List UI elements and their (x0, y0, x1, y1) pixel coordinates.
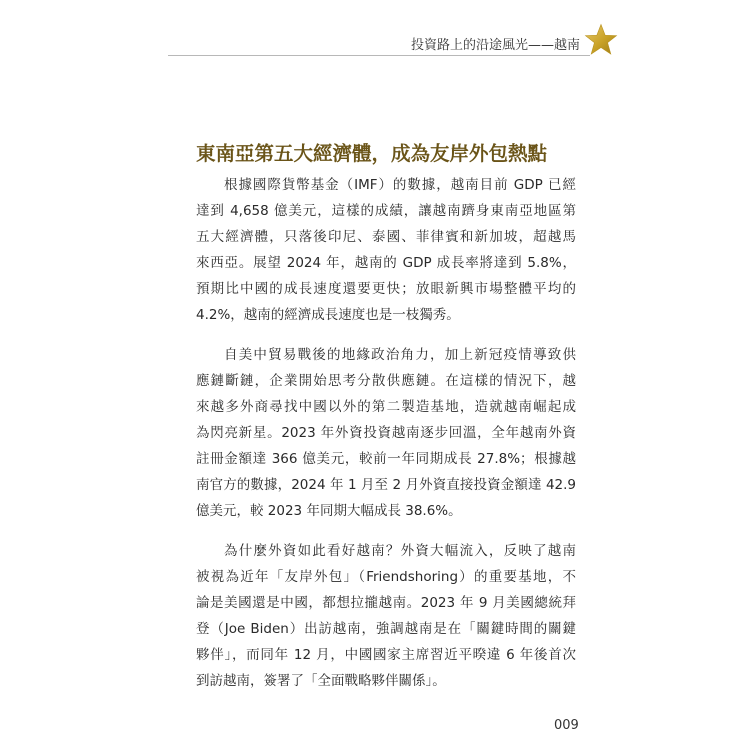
text-line: 為閃亮新星。2023 年外資投資越南逐步回溫，全年越南外資 (196, 425, 576, 441)
text-line: 夥伴」，而同年 12 月，中國國家主席習近平暌違 6 年後首次 (196, 647, 576, 663)
text-line: 註冊金額達 366 億美元，較前一年同期成長 27.8%；根據越 (196, 451, 576, 467)
text-line: 登（Joe Biden）出訪越南，強調越南是在「關鍵時間的關鍵 (196, 621, 576, 637)
text-line: 應鏈斷鏈，企業開始思考分散供應鏈。在這樣的情況下，越 (196, 373, 576, 389)
text-line: 論是美國還是中國，都想拉攏越南。2023 年 9 月美國總統拜 (196, 595, 576, 611)
text-line: 億美元，較 2023 年同期大幅成長 38.6%。 (196, 503, 462, 519)
star-icon (584, 23, 618, 57)
text-line: 五大經濟體，只落後印尼、泰國、菲律賓和新加坡，超越馬 (196, 229, 576, 245)
text-line: 來西亞。展望 2024 年，越南的 GDP 成長率將達到 5.8%， (196, 255, 576, 271)
text-line: 到訪越南，簽署了「全面戰略夥伴關係」。 (196, 673, 446, 689)
page-number: 009 (554, 718, 579, 733)
running-header: 投資路上的沿途風光——越南 (410, 38, 580, 53)
text-line: 被視為近年「友岸外包」（Friendshoring）的重要基地，不 (196, 569, 576, 585)
text-line: 根據國際貨幣基金（IMF）的數據，越南目前 GDP 已經 (224, 177, 576, 193)
text-line: 為什麼外資如此看好越南？外資大幅流入，反映了越南 (224, 543, 576, 559)
text-line: 南官方的數據，2024 年 1 月至 2 月外資直接投資金額達 42.9 (196, 477, 576, 493)
header-rule (168, 55, 590, 56)
body-text (196, 172, 576, 708)
text-line: 預期比中國的成長速度還要更快；放眼新興市場整體平均的 (196, 281, 576, 297)
section-title: 東南亞第五大經濟體，成為友岸外包熱點 (196, 142, 548, 165)
paragraph (196, 538, 576, 694)
paragraph (196, 342, 576, 524)
paragraph (196, 172, 576, 328)
text-line: 達到 4,658 億美元，這樣的成績，讓越南躋身東南亞地區第 (196, 203, 576, 219)
text-line: 4.2%，越南的經濟成長速度也是一枝獨秀。 (196, 307, 460, 323)
text-line: 自美中貿易戰後的地緣政治角力，加上新冠疫情導致供 (224, 347, 576, 363)
text-line: 來越多外商尋找中國以外的第二製造基地，造就越南崛起成 (196, 399, 576, 415)
